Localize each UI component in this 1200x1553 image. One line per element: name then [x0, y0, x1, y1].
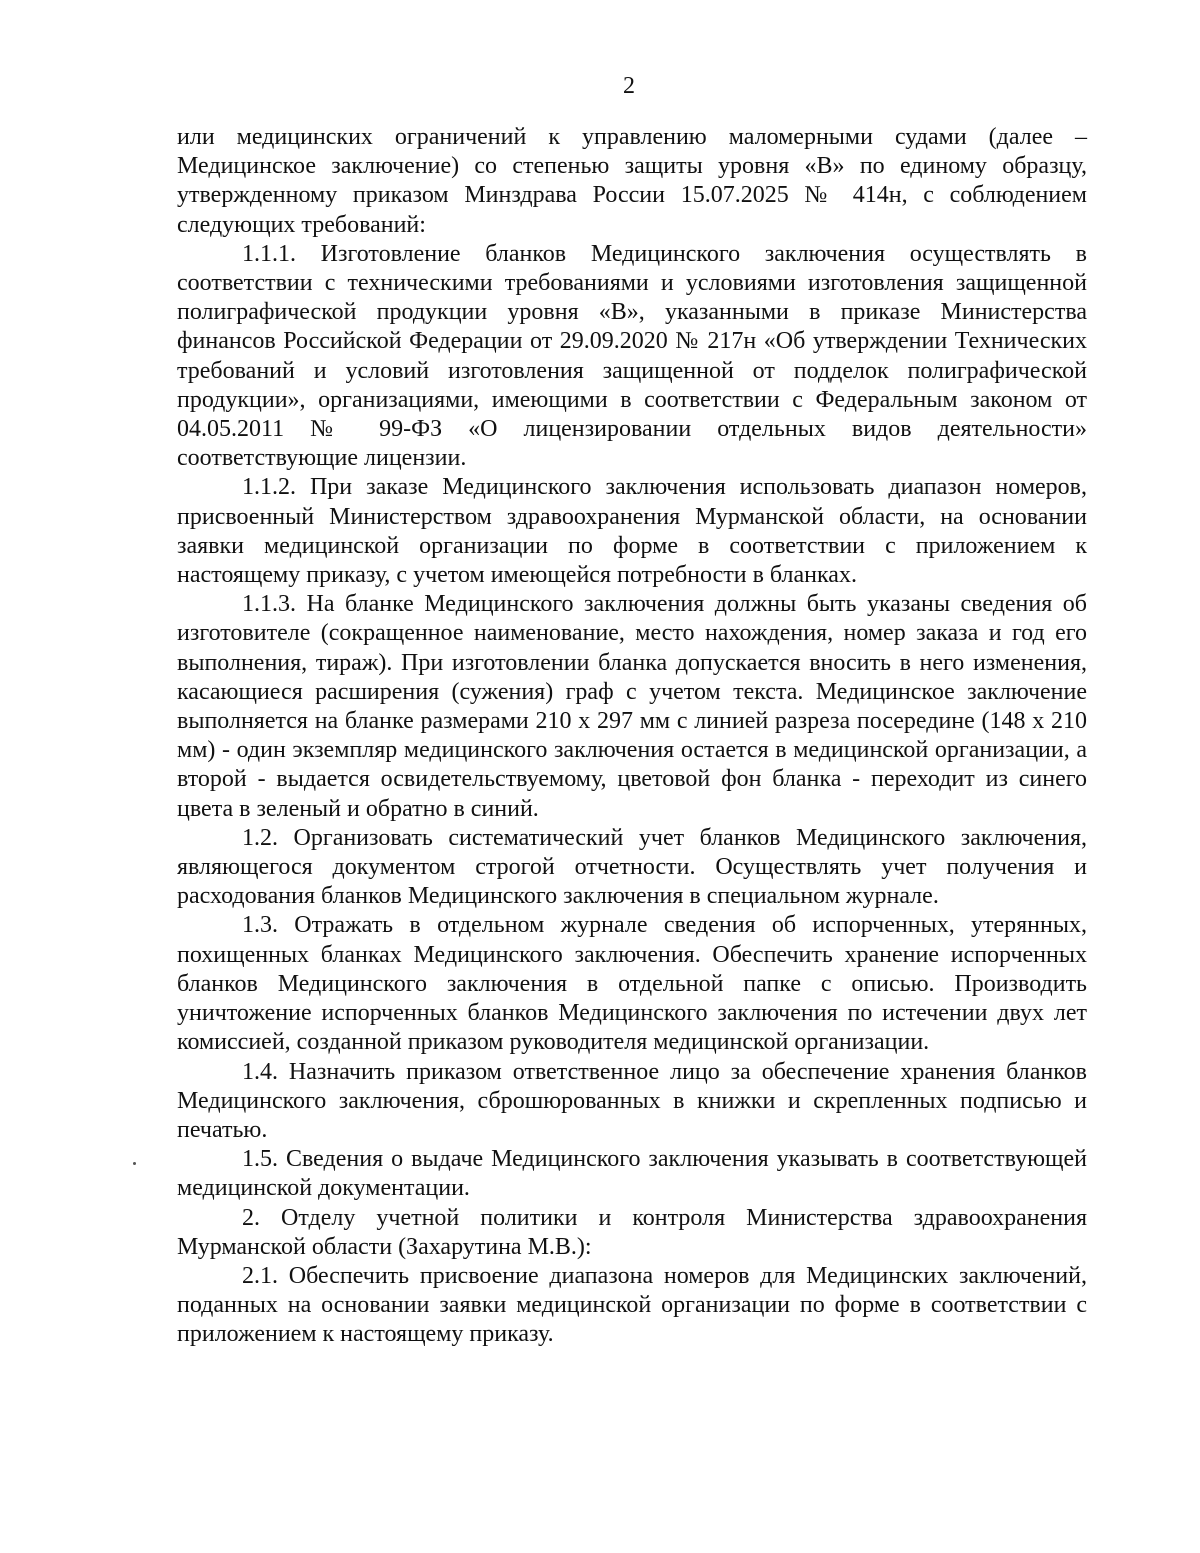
paragraph-2-1: 2.1. Обеспечить присвоение диапазона номеров для Медицинских заключений, поданных на основании заявки медицинской организации по форме в соответствии с приложением к настоящему приказу. [177, 1262, 1087, 1348]
paragraph-1-2: 1.2. Организовать систематический учет бланков Медицинского заключения, являющегося документом строгой отчетности. Осуществлять учет получения и расходования бланков Медицинского заключения в специальном журнале. [177, 824, 1087, 910]
page-number: 2 [623, 73, 635, 99]
paragraph-1-3: 1.3. Отражать в отдельном журнале сведения об испорченных, утерянных, похищенных бланках Медицинского заключения. Обеспечить хранение испорченных бланков Медицинского заключения в отдельной папке с описью. Производить уничтожение испорченных бланков Медицинского заключения по истечении двух лет комиссией, созданной приказом руководителя медицинской организации. [177, 912, 1087, 1056]
paragraph-1-1-2: 1.1.2. При заказе Медицинского заключения использовать диапазон номеров, присвоенный Министерством здравоохранения Мурманской области, на основании заявки медицинской организации по форме в соответствии с приложением к настоящему приказу, с учетом имеющейся потребности в бланках. [177, 474, 1087, 589]
paragraph-1-1-1: 1.1.1. Изготовление бланков Медицинского заключения осуществлять в соответствии с техническими требованиями и условиями изготовления защищенной полиграфической продукции уровня «В», указанными в приказе Министерства финансов Российской Федерации от 29.09.2020 № 217н «Об утверждении Технических требований и условий изготовления защищенной от подделок полиграфической продукции», организациями, имеющими в соответствии с Федеральным законом от 04.05.2011 № 99-ФЗ «О лицензировании отдельных видов деятельности» соответствующие лицензии. [177, 240, 1087, 472]
paragraph-1-1-3: 1.1.3. На бланке Медицинского заключения должны быть указаны сведения об изготовителе (сокращенное наименование, место нахождения, номер заказа и год его выполнения, тираж). При изготовлении бланка допускается вносить в него изменения, касающиеся расширения (сужения) граф с учетом текста. Медицинское заключение выполняется на бланке размерами 210 x 297 мм с линией разреза посередине (148 x 210 мм) - один экземпляр медицинского заключения остается в медицинской организации, а второй - выдается освидетельствуемому, цветовой фон бланка - переходит из синего цвета в зеленый и обратно в синий. [177, 591, 1087, 822]
document-body [177, 123, 1087, 1350]
paragraph-2: 2. Отделу учетной политики и контроля Министерства здравоохранения Мурманской области (Захарутина М.В.): [177, 1204, 1087, 1260]
paragraph-continuation: или медицинских ограничений к управлению маломерными судами (далее – Медицинское заключение) со степенью защиты уровня «В» по единому образцу, утвержденному приказом Минздрава России 15.07.2025 № 414н, с соблюдением следующих требований: [177, 124, 1087, 238]
paragraph-1-4: 1.4. Назначить приказом ответственное лицо за обеспечение хранения бланков Медицинского заключения, сброшюрованных в книжки и скрепленных подписью и печатью. [177, 1058, 1087, 1143]
scan-speck [133, 1162, 136, 1165]
paragraph-1-5: 1.5. Сведения о выдаче Медицинского заключения указывать в соответствующей медицинской документации. [177, 1146, 1087, 1202]
